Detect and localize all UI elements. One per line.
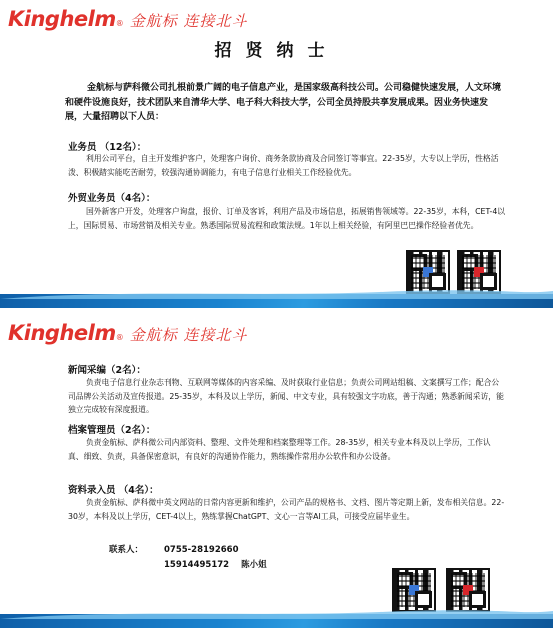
qr-center-logo-icon (409, 585, 419, 595)
brand-name: Kinghelm (8, 321, 116, 345)
job-description-news-editor: 负责电子信息行业杂志刊物、互联网等媒体的内容采编、及时获取行业信息；负责公司网站组稿、文案撰写工作；配合公司品牌公关活动及宣传报道。25-35岁，本科及以上学历，新闻、中文专业，具有较强文字功底，善于沟通；熟悉新闻采访，能独立完成较有深度报道。 (68, 378, 504, 414)
job-description-archivist: 负责金航标、萨科微公司内部资料、整理、文件处理和档案整理等工作。28-35岁，相关专业本科及以上学历，工作认真、细致、负责，具备保密意识，有良好的沟通协作能力，熟练操作常用办公软件和办公设备。 (68, 438, 491, 461)
job-heading-salesperson: 业务员 （12名）： (68, 142, 147, 153)
recruitment-page-2 (0, 309, 553, 628)
qr-code-icon (446, 568, 490, 612)
job-description-data-entry: 负责金航标、萨科微中英文网站的日常内容更新和维护，公司产品的规格书、文档、图片等定期上新，发布相关信息。22-30岁，本科及以上学历，CET-4以上，熟练掌握ChatGPT、文心一言等AI工具，可接受应届毕业生。 (68, 498, 505, 521)
job-heading-archivist: 档案管理员（2名）： (68, 425, 156, 436)
qr-center-logo-icon (423, 267, 433, 277)
job-heading-data-entry: 资料录入员 （4名）： (68, 485, 159, 496)
job-description-salesperson: 利用公司平台，自主开发维护客户，处理客户询价、商务条款协商及合同签订等事宜。22-35岁，大专以上学历，性格活泼、积极踏实能吃苦耐劳，较强沟通协调能力，有电子信息行业相关工作经验优先。 (68, 154, 499, 177)
job-heading-foreign-trade: 外贸业务员（4名）： (68, 193, 156, 204)
footer-banner (0, 294, 553, 309)
company-intro: 金航标与萨科微公司扎根前景广阔的电子信息产业，是国家级高科技公司。公司稳健快速发展，人文环境和硬件设施良好，技术团队来自清华大学、电子科大科技大学，公司全员持股共享发展成果。因业务快速发展，大量招聘以下人员： (65, 83, 502, 122)
kinghelm-logo (8, 7, 248, 31)
contact-name: 陈小姐 (241, 560, 267, 570)
wave-decoration-icon (0, 609, 553, 619)
qr-code-icon (392, 568, 436, 612)
footer-banner (0, 614, 553, 628)
contact-info (109, 543, 267, 573)
qr-code-icon (406, 250, 450, 294)
qr-code-icon (457, 250, 501, 294)
qr-center-logo-icon (463, 585, 473, 595)
contact-phone: 0755-28192660 (164, 545, 239, 555)
wave-decoration-icon (0, 289, 553, 299)
qr-center-logo-icon (474, 267, 484, 277)
job-description-foreign-trade: 国外新客户开发，处理客户询盘，报价、订单及客诉，利用产品及市场信息，拓展销售领域等。22-35岁，本科，CET-4以上，国际贸易、市场营销及相关专业。熟悉国际贸易流程和政策法规。1年以上相关经验，有阿里巴巴操作经验者优先。 (68, 207, 506, 230)
contact-label: 联系人： (109, 545, 144, 555)
registered-mark: ® (115, 19, 124, 28)
contact-mobile: 15914495172 (164, 560, 230, 570)
brand-slogan: 金航标 连接北斗 (129, 12, 248, 30)
job-heading-news-editor: 新闻采编（2名）： (68, 365, 146, 376)
brand-slogan: 金航标 连接北斗 (129, 326, 248, 344)
recruitment-page-1 (0, 0, 553, 309)
page-title: 招贤纳士 (214, 41, 339, 61)
kinghelm-logo (8, 321, 248, 345)
brand-name: Kinghelm (8, 7, 116, 31)
registered-mark: ® (115, 333, 124, 342)
